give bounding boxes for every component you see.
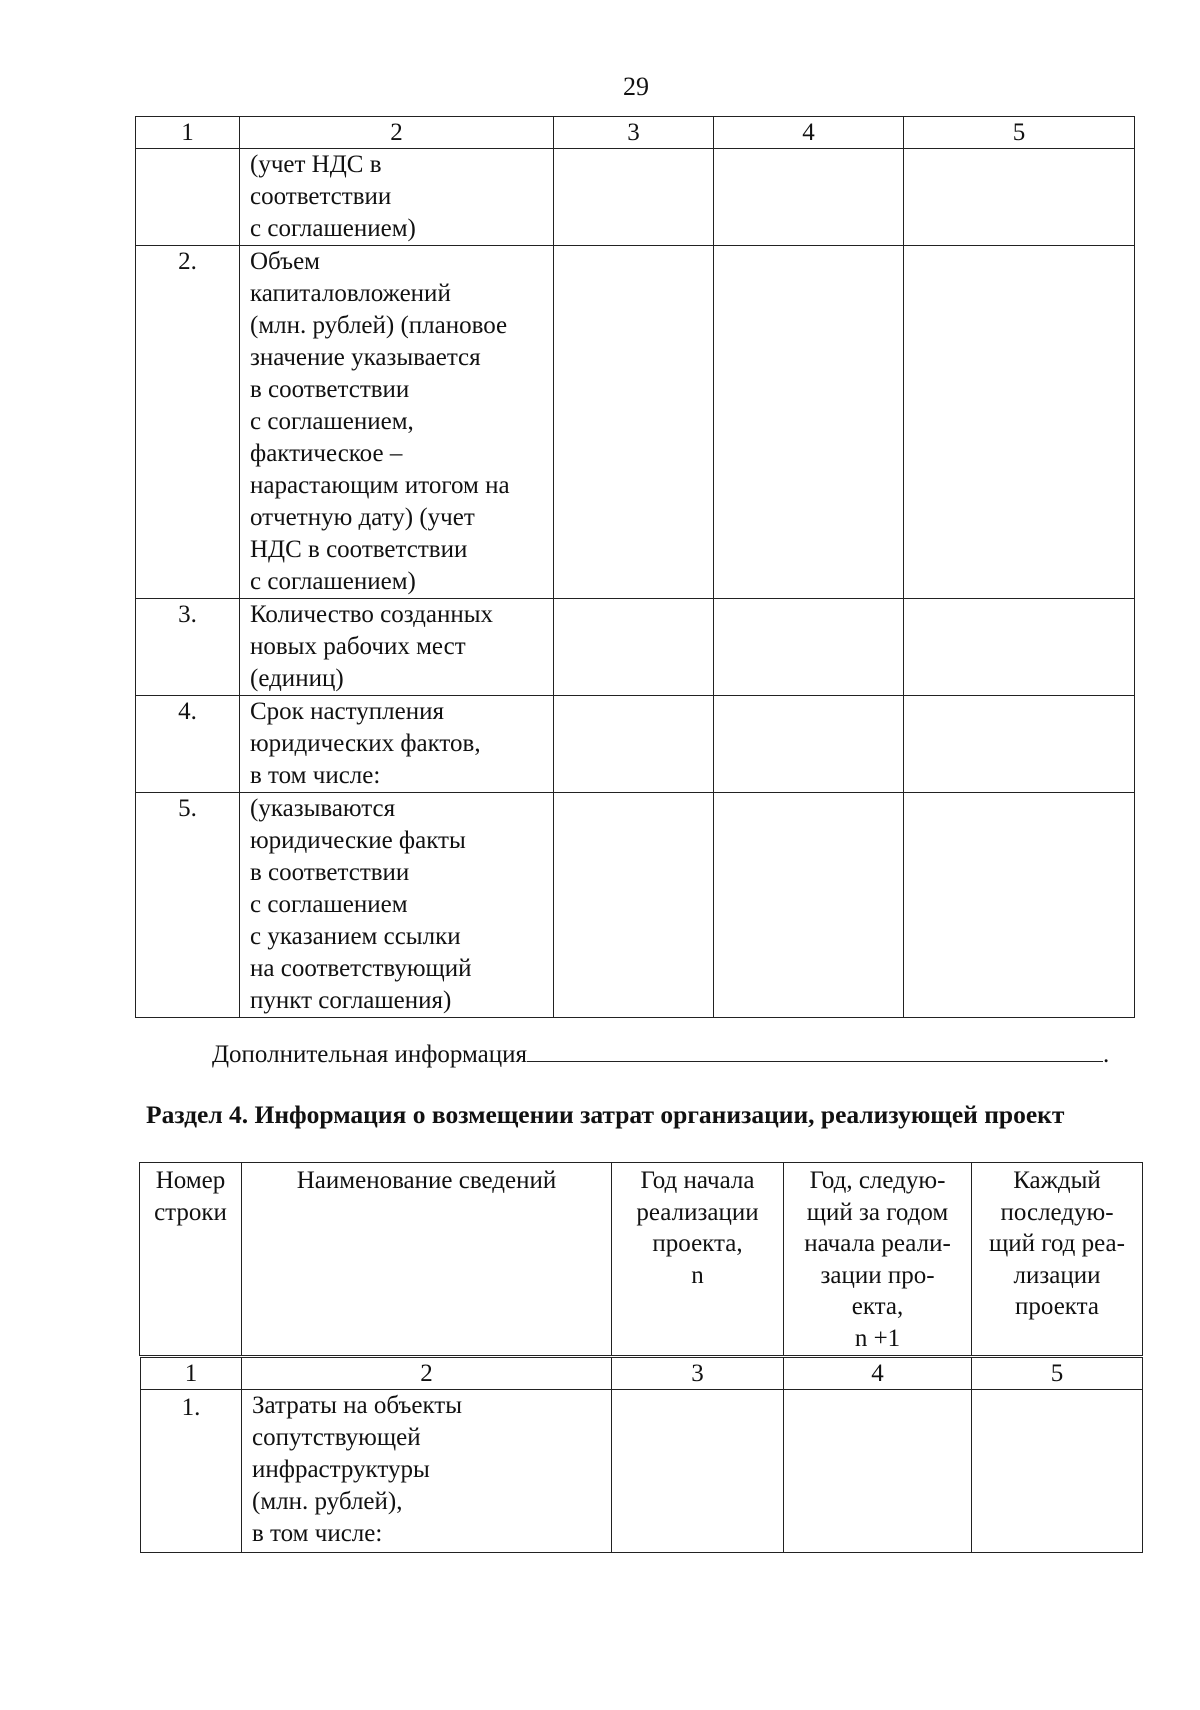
- row-description: [242, 1390, 612, 1553]
- text-line: юридические факты: [250, 827, 466, 854]
- row-number: 2.: [136, 246, 240, 599]
- empty-cell: [904, 246, 1135, 599]
- text-line: Год начала: [640, 1167, 755, 1194]
- table-row: [136, 246, 1135, 599]
- text-line: лизации: [1013, 1261, 1101, 1289]
- end-mark: .: [1103, 1041, 1110, 1068]
- page-number: 29: [623, 72, 649, 101]
- text-line: екта,: [851, 1293, 904, 1320]
- table-header-row: [140, 1163, 1143, 1356]
- empty-cell: [784, 1390, 972, 1553]
- empty-cell: [714, 149, 904, 246]
- column-number: 3: [612, 1358, 784, 1390]
- empty-cell: [972, 1390, 1143, 1553]
- table-row: [136, 793, 1135, 1018]
- row-description: [240, 599, 554, 696]
- text-line: капиталовложений: [250, 280, 451, 307]
- text-line: соответствии: [250, 183, 392, 210]
- empty-cell: [714, 599, 904, 696]
- text-line: фактическое –: [250, 440, 403, 467]
- text-line: (учет НДС в: [250, 151, 382, 178]
- costs-table-header: [139, 1162, 1143, 1356]
- text-line: в том числе:: [250, 762, 381, 789]
- text-line: (указываются: [250, 795, 396, 822]
- row-description: [240, 793, 554, 1018]
- row-number: [136, 149, 240, 246]
- text-line: юридических фактов,: [250, 730, 481, 757]
- table-row: [136, 149, 1135, 246]
- indicators-table: [135, 116, 1135, 1018]
- row-description: [240, 149, 554, 246]
- empty-cell: [554, 246, 714, 599]
- text-line: n +1: [854, 1324, 901, 1352]
- text-line: Затраты на объекты: [252, 1392, 463, 1419]
- text-line: (млн. рублей),: [252, 1488, 403, 1515]
- empty-cell: [904, 696, 1135, 793]
- text-line: в том числе:: [252, 1520, 383, 1547]
- empty-cell: [554, 149, 714, 246]
- text-line: НДС в соответствии: [250, 536, 468, 563]
- text-line: в соответствии: [250, 376, 410, 403]
- text-line: новых рабочих мест: [250, 633, 466, 660]
- row-description: [240, 696, 554, 793]
- row-number: 4.: [136, 696, 240, 793]
- text-line: зации про-: [820, 1261, 935, 1289]
- text-line: строки: [154, 1198, 227, 1226]
- section-title: Раздел 4. Информация о возмещении затрат организации, реализующей проект: [146, 1100, 1065, 1129]
- text-line: нарастающим итогом на: [250, 472, 510, 499]
- text-line: отчетную дату) (учет: [250, 504, 475, 531]
- additional-info-label: Дополнительная информация: [212, 1041, 528, 1068]
- empty-cell: [904, 793, 1135, 1018]
- empty-cell: [714, 793, 904, 1018]
- text-line: n: [691, 1261, 704, 1289]
- row-number: 5.: [136, 793, 240, 1018]
- text-line: Год, следую-: [809, 1167, 946, 1194]
- text-line: Номер: [155, 1167, 226, 1194]
- empty-cell: [904, 149, 1135, 246]
- header-cell-start-year: [612, 1163, 784, 1356]
- column-number: 1: [136, 117, 240, 149]
- text-line: начала реали-: [804, 1230, 951, 1257]
- empty-cell: [714, 696, 904, 793]
- fill-in-blank: [527, 1035, 1103, 1062]
- column-number: 4: [784, 1358, 972, 1390]
- text-line: Количество созданных: [250, 601, 494, 628]
- text-line: пункт соглашения): [250, 987, 452, 1014]
- text-line: на соответствующий: [250, 955, 472, 982]
- table-row: [136, 696, 1135, 793]
- empty-cell: [904, 599, 1135, 696]
- empty-cell: [554, 696, 714, 793]
- text-line: Объем: [250, 248, 320, 275]
- text-line: с соглашением: [250, 891, 408, 918]
- table-row: [136, 599, 1135, 696]
- text-line: (единиц): [250, 665, 344, 692]
- row-number: 3.: [136, 599, 240, 696]
- empty-cell: [714, 246, 904, 599]
- column-number: 5: [972, 1358, 1143, 1390]
- column-number: 2: [240, 117, 554, 149]
- text-line: проекта: [1015, 1293, 1099, 1320]
- text-line: с соглашением): [250, 568, 416, 595]
- text-line: последую-: [1000, 1198, 1114, 1226]
- empty-cell: [612, 1390, 784, 1553]
- text-line: с соглашением): [250, 215, 416, 242]
- empty-cell: [554, 793, 714, 1018]
- text-line: реализации: [636, 1198, 759, 1226]
- text-line: с указанием ссылки: [250, 923, 461, 950]
- text-line: щий год реа-: [989, 1230, 1125, 1257]
- header-cell-each-year: [972, 1163, 1143, 1356]
- header-cell-next-year: [784, 1163, 972, 1356]
- row-number: 1.: [141, 1390, 242, 1553]
- empty-cell: [554, 599, 714, 696]
- text-line: Наименование сведений: [296, 1167, 557, 1194]
- column-number: 1: [141, 1358, 242, 1390]
- row-description: [240, 246, 554, 599]
- table-number-row: [141, 1358, 1143, 1390]
- table-row: [141, 1390, 1143, 1553]
- costs-table: [140, 1357, 1143, 1553]
- header-cell-row-number: [140, 1163, 242, 1356]
- text-line: Каждый: [1013, 1167, 1101, 1194]
- column-number: 2: [242, 1358, 612, 1390]
- text-line: инфраструктуры: [252, 1456, 430, 1483]
- text-line: сопутствующей: [252, 1424, 421, 1451]
- header-cell-name: [242, 1163, 612, 1356]
- text-line: с соглашением,: [250, 408, 414, 435]
- text-line: проекта,: [652, 1230, 743, 1257]
- table-header-row: [136, 117, 1135, 149]
- column-number: 4: [714, 117, 904, 149]
- text-line: в соответствии: [250, 859, 410, 886]
- text-line: щий за годом: [806, 1198, 949, 1226]
- column-number: 5: [904, 117, 1135, 149]
- text-line: (млн. рублей) (плановое: [250, 312, 508, 339]
- text-line: значение указывается: [250, 344, 481, 371]
- additional-info-line: [212, 1035, 1109, 1069]
- text-line: Срок наступления: [250, 698, 444, 725]
- column-number: 3: [554, 117, 714, 149]
